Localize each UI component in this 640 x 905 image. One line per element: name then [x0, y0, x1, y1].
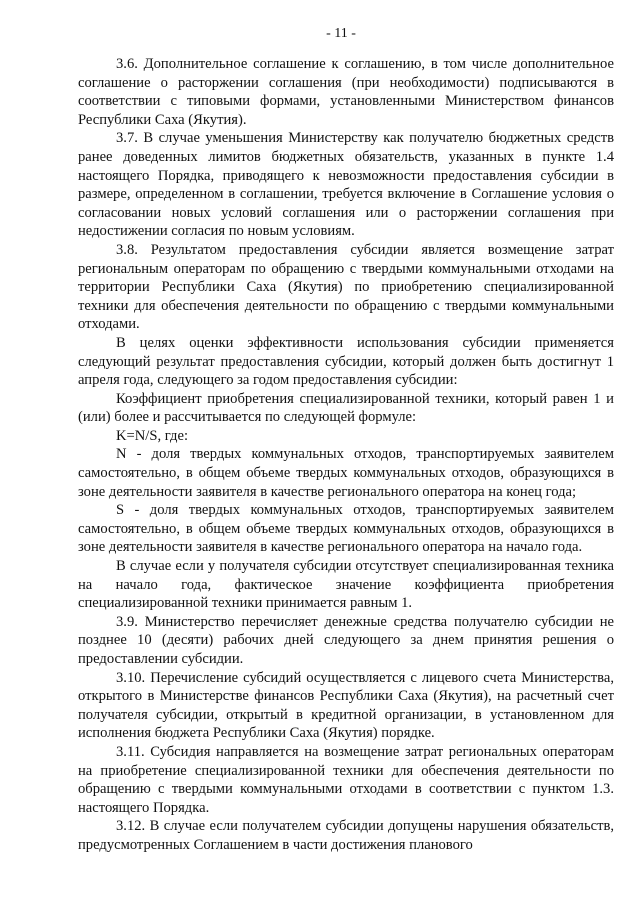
paragraph-evaluation: В целях оценки эффективности использования субсидии применяется следующий результат предоставления субсидии, который должен быть достигнут 1 апреля года, следующего за годом предоставления субсидии:: [78, 334, 614, 389]
paragraph-n-definition: N - доля твердых коммунальных отходов, транспортируемых заявителем самостоятельно, в общем объеме твердых коммунальных отходов, образующихся в зоне деятельности заявителя в качестве регионального оператора на конец года;: [78, 446, 614, 500]
paragraph-3-8: 3.8. Результатом предоставления субсидии является возмещение затрат региональным операторам по обращению с твердыми коммунальными отходами на территории Республики Саха (Якутия) по приобретению специализированной техники для обеспечения деятельности по обращению с твердыми коммунальными отходами.: [78, 241, 614, 333]
paragraph-3-11: 3.11. Субсидия направляется на возмещение затрат региональных операторам на приобретение специализированной техники для обеспечения деятельности по обращению с твердыми коммунальными отходами в соответствии с пунктом 1.3. настоящего Порядка.: [78, 743, 614, 816]
paragraph-3-10: 3.10. Перечисление субсидий осуществляется с лицевого счета Министерства, открытого в Министерстве финансов Республики Саха (Якутия), на расчетный счет получателя субсидии, открытый в кредитной организации, в установленном для исполнения бюджета Республики Саха (Якутия) порядке.: [78, 669, 614, 742]
paragraph-formula: K=N/S, где:: [116, 427, 188, 444]
page-number: - 11 -: [326, 26, 356, 41]
paragraph-s-definition: S - доля твердых коммунальных отходов, транспортируемых заявителем самостоятельно, в общем объеме твердых коммунальных отходов, образующихся в зоне деятельности заявителя в качестве регионального оператора на начало года.: [78, 502, 614, 556]
paragraph-3-6: 3.6. Дополнительное соглашение к соглашению, в том числе дополнительное соглашение о расторжении соглашения (при необходимости) подписываются в соответствии с типовыми формами, установленными Министерством финансов Республики Саха (Якутия).: [78, 56, 614, 128]
paragraph-coefficient: Коэффициент приобретения специализированной техники, который равен 1 и (или) более и рассчитывается по следующей формуле:: [78, 390, 614, 426]
paragraph-3-7: 3.7. В случае уменьшения Министерству как получателю бюджетных средств ранее доведенных лимитов бюджетных обязательств, указанных в пункте 1.4 настоящего Порядка, приводящего к невозможности предоставления субсидии в размере, определенном в соглашении, требуется включение в Соглашение условия о согласовании новых условий соглашения или о расторжении соглашения при недостижении согласия по новым условиям.: [78, 130, 614, 240]
paragraph-3-9: 3.9. Министерство перечисляет денежные средства получателю субсидии не позднее 10 (десяти) рабочих дней следующего за днем принятия решения о предоставлении субсидии.: [78, 613, 614, 667]
paragraph-no-equipment: В случае если у получателя субсидии отсутствует специализированная техника на начало года, фактическое значение коэффициента приобретения специализированной техники принимается равным 1.: [78, 558, 614, 612]
paragraph-3-12: 3.12. В случае если получателем субсидии допущены нарушения обязательств, предусмотренных Соглашением в части достижения планового: [78, 818, 614, 853]
